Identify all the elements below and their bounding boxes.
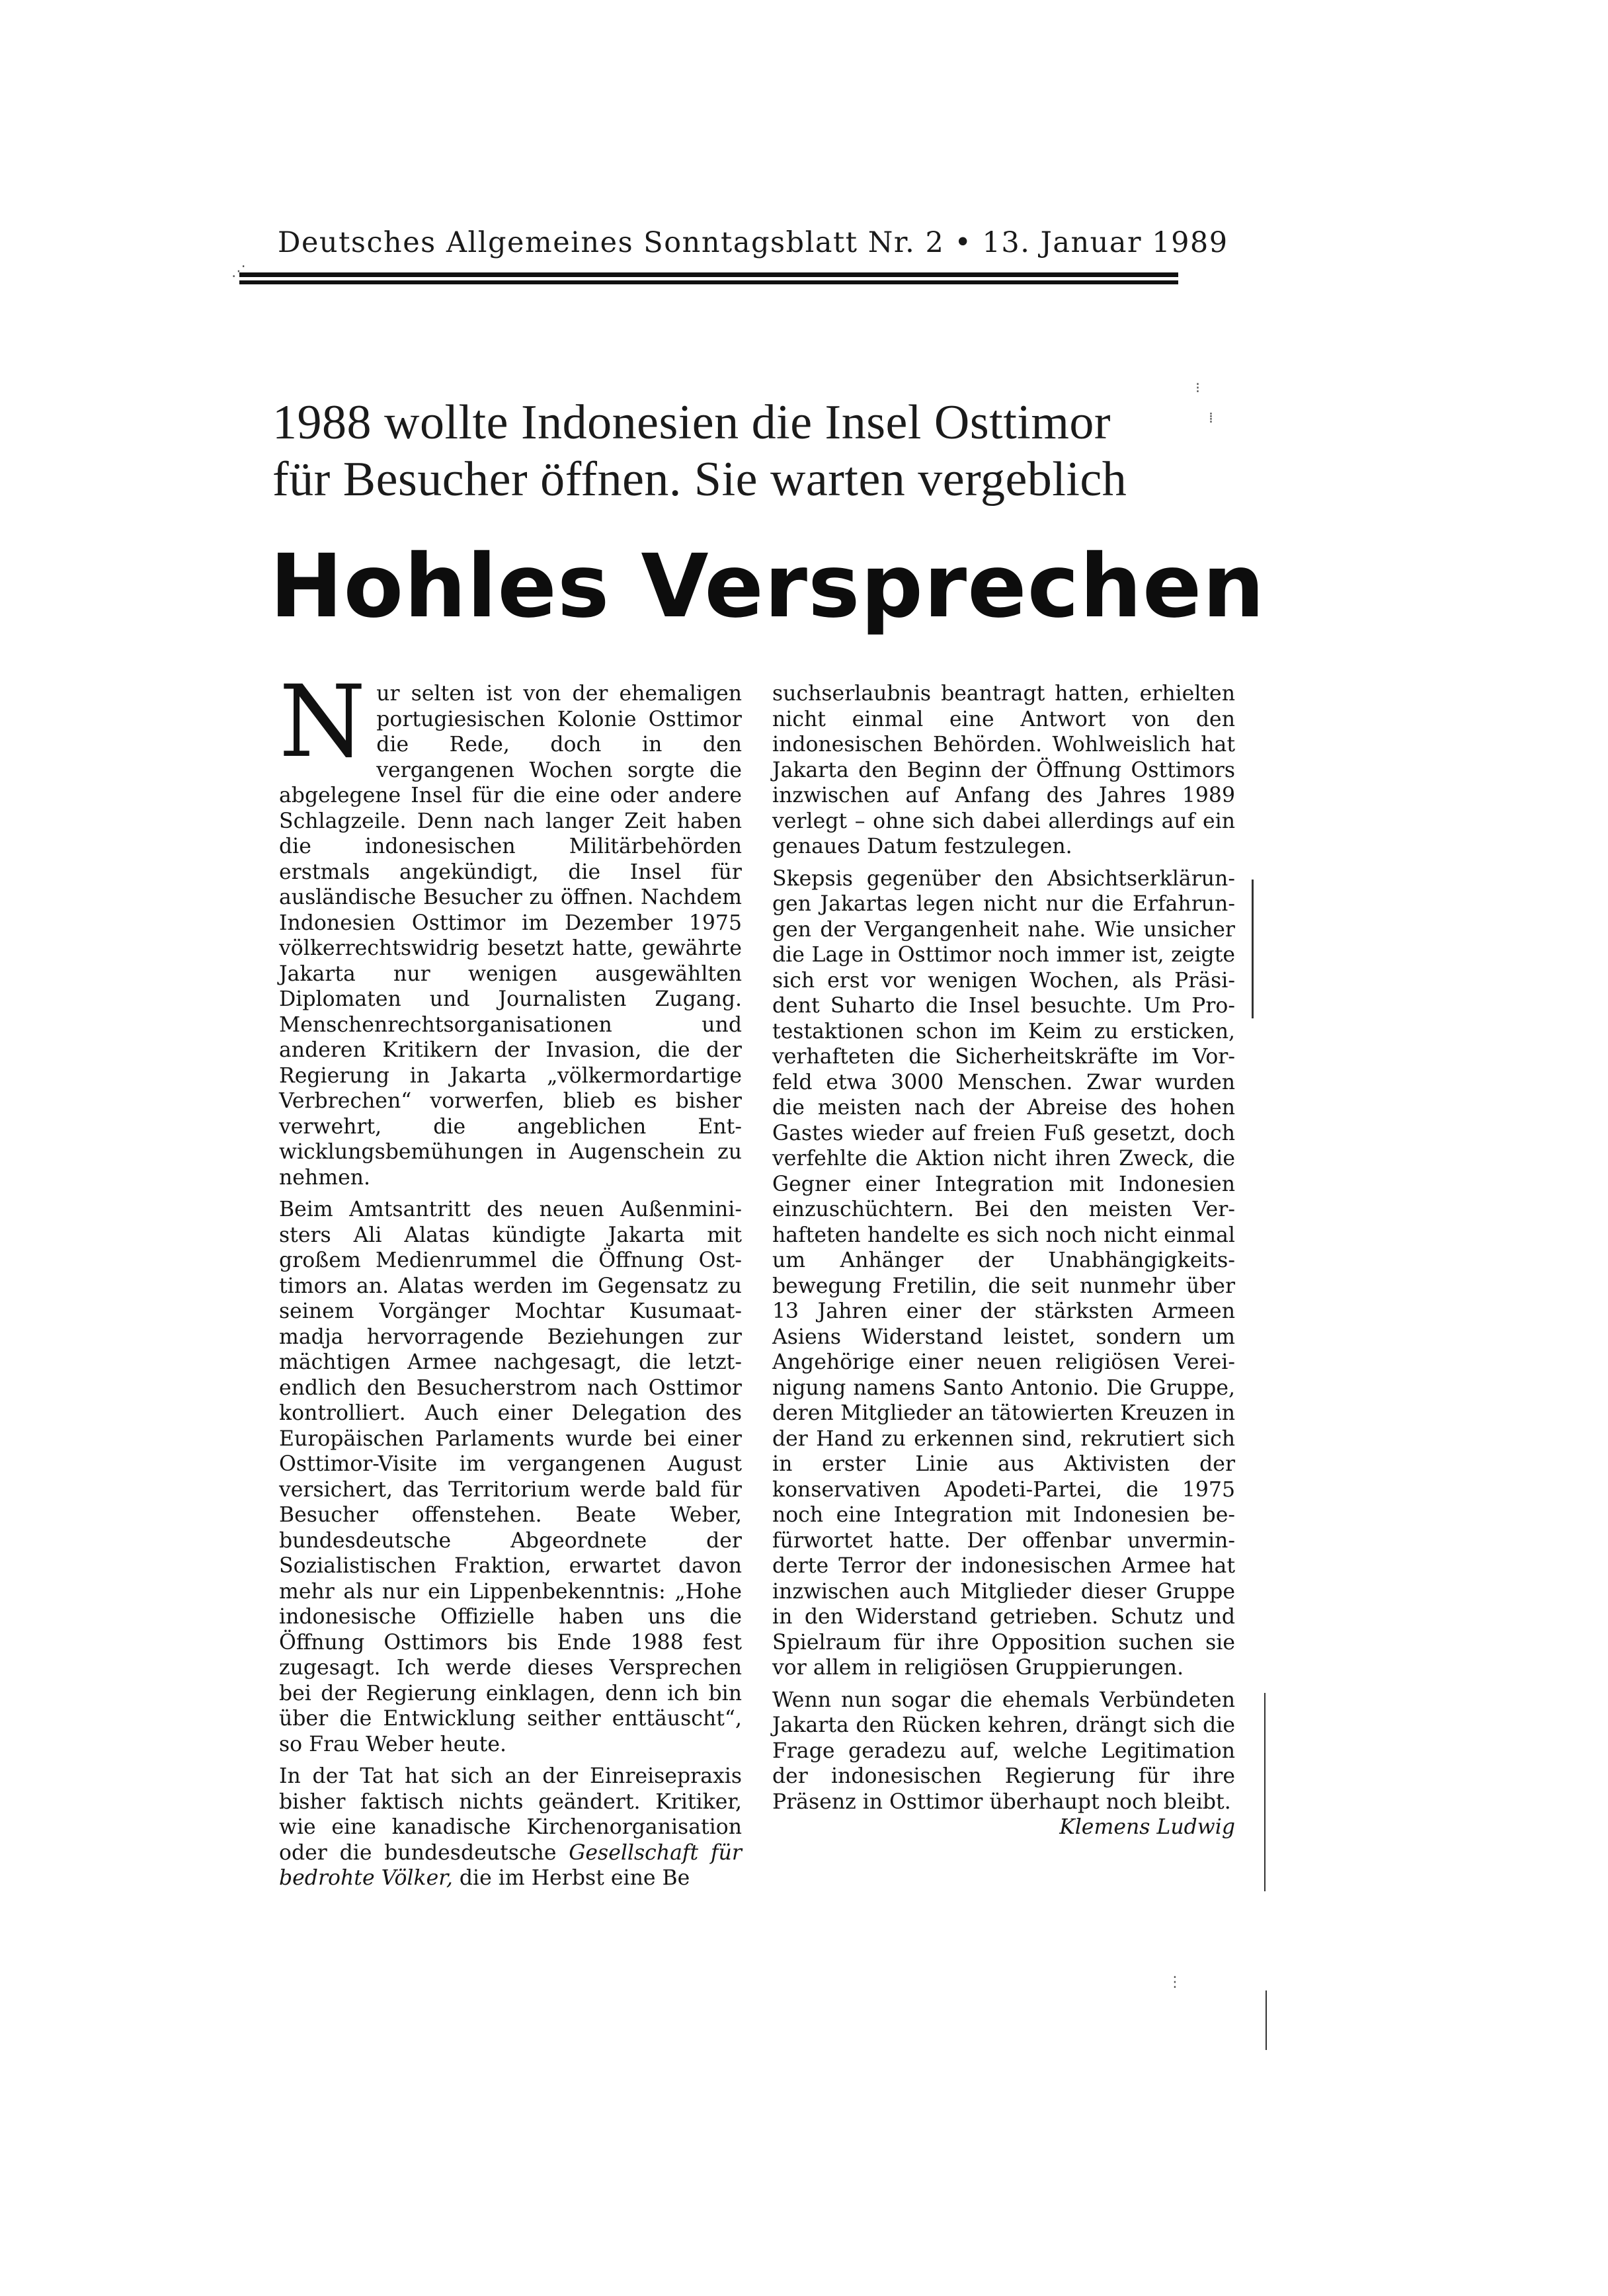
paragraph-3 — [279, 1764, 742, 1891]
paragraph-2: Beim Amtsantritt des neuen Außenministers Ali Alatas kündigte Jakarta mit großem Medienrummel die Öffnung Osttimors an. Alatas werden im Gegensatz zu seinem Vorgänger Mochtar Kusumaatmadja hervorragende Beziehungen zur mächtigen Armee nachgesagt, die letztendlich den Besucherstrom nach Osttimor kontrolliert. Auch einer Delegation des Europäischen Parlaments wurde bei einer Osttimor-Visite im vergangenen August versichert, das Territorium werde bald für Besucher offenstehen. Beate Weber, bundesdeutsche Abgeordnete der Sozialistischen Fraktion, erwartet davon mehr als nur ein Lippenbekenntnis: „Hohe indonesische Offizielle haben uns die Öffnung Osttimors bis Ende 1988 fest zugesagt. Ich werde dieses Versprechen bei der Regierung einklagen, denn ich bin über die Entwicklung seither enttäuscht“, so Frau Weber heute. — [279, 1198, 742, 1756]
headline: Hohles Versprechen — [270, 536, 1266, 637]
paragraph-5: Skepsis gegenüber den Absichtserklärungen Jakartas legen nicht nur die Erfahrungen der Vergangenheit nahe. Wie unsicher die Lage in Osttimor noch immer ist, zeigte sich erst vor wenigen Wochen, als Präsident Suharto die Insel besuchte. Um Protestaktionen schon im Keim zu ersticken, verhafteten die Sicherheitskräfte im Vorfeld etwa 3000 Menschen. Zwar wurden die meisten nach der Abreise des hohen Gastes wieder auf freien Fuß gesetzt, doch verfehlte die Aktion nicht ihren Zweck, die Gegner einer Integration mit Indonesien einzuschüchtern. Bei den meisten Verhafteten handelte es sich noch nicht einmal um Anhänger der Unabhängigkeitsbewegung Fretilin, die seit nunmehr über 13 Jahren einer der stärksten Armeen Asiens Widerstand leistet, sondern um Angehörige einer neuen religiösen Vereinigung namens Santo Antonio. Die Gruppe, deren Mitglieder an tätowierten Kreuzen in der Hand zu erkennen sind, rekrutiert sich in erster Linie aus Aktivisten der konservativen Apodeti-Partei, die 1975 noch eine Integration mit Indonesien befürwortet hatte. Der offenbar unverminderte Terror der indonesischen Armee hat inzwischen auch Mitglieder dieser Gruppe in den Widerstand getrieben. Schutz und Spielraum für ihre Opposition suchen sie vor allem in religiösen Gruppierungen. — [772, 866, 1235, 1680]
margin-mark-lower — [1264, 1693, 1266, 1891]
article-column-2 — [772, 681, 1235, 1840]
kicker — [272, 394, 1198, 508]
kicker-line-2: für Besucher öffnen. Sie warten vergeblich — [272, 452, 1127, 507]
drop-cap: N — [279, 665, 366, 780]
masthead-rule — [239, 272, 1178, 277]
scan-speck-4: ⋮ — [1168, 1974, 1182, 1990]
paragraph-1 — [279, 665, 742, 1190]
paragraph-6-text: Wenn nun sogar die ehemals Verbündeten Jakarta den Rücken kehren, drängt sich die Frage geradezu auf, welche Legitimation der indonesischen Regierung für ihre Präsenz in Osttimor überhaupt noch bleibt. — [772, 1688, 1235, 1814]
paragraph-6 — [772, 1688, 1235, 1839]
margin-mark — [1252, 880, 1254, 1018]
paragraph-3-end: die im Herbst eine Be — [452, 1866, 690, 1890]
scan-speck: ⁝ — [1195, 380, 1200, 397]
scan-speck-3: ⋰ — [231, 263, 246, 280]
organization-name: Gesellschaft für bedrohte Völker, — [279, 1840, 742, 1890]
margin-mark-bottom — [1266, 1990, 1267, 2050]
paragraph-3-start: In der Tat hat sich an der Einreisepraxis bisher faktisch nichts geändert. Kritiker, wie eine kanadische Kirchenorganisation oder die bundesdeutsche — [279, 1764, 742, 1865]
scan-speck-2: ⁞ — [1209, 410, 1213, 427]
masthead: Deutsches Allgemeines Sonntagsblatt Nr. 2 • 13. Januar 1989 — [278, 226, 1228, 259]
author-signature: Klemens Ludwig — [1059, 1815, 1235, 1839]
kicker-line-1: 1988 wollte Indonesien die Insel Osttimor — [272, 395, 1111, 450]
masthead-rule-second — [239, 280, 1178, 284]
paragraph-1-text: ur selten ist von der ehemaligen portugiesischen Kolonie Osttimor die Rede, doch in den vergangenen Wochen sorgte die abgelegene Insel für die eine oder andere Schlagzeile. Denn nach langer Zeit haben die indonesischen Militärbehörden erstmals angekündigt, die Insel für ausländische Besucher zu öffnen. Nachdem Indonesien Osttimor im Dezember 1975 völkerrechtswidrig besetzt hatte, gewährte Jakarta nur wenigen ausgewählten Diplomaten und Journalisten Zugang. Menschenrechtsorganisationen und anderen Kritikern der Invasion, die der Regierung in Jakarta „völkermordartige Verbrechen“ vorwerfen, blieb es bisher verwehrt, die angeblichen Entwicklungsbemühungen in Augenschein zu nehmen. — [279, 682, 742, 1190]
article-column-1 — [279, 665, 742, 1898]
paragraph-4: suchserlaubnis beantragt hatten, erhielten nicht einmal eine Antwort von den indonesischen Behörden. Wohlweislich hat Jakarta den Beginn der Öffnung Osttimors inzwischen auf Anfang des Jahres 1989 verlegt – ohne sich dabei allerdings auf ein genaues Datum festzulegen. — [772, 682, 1235, 858]
